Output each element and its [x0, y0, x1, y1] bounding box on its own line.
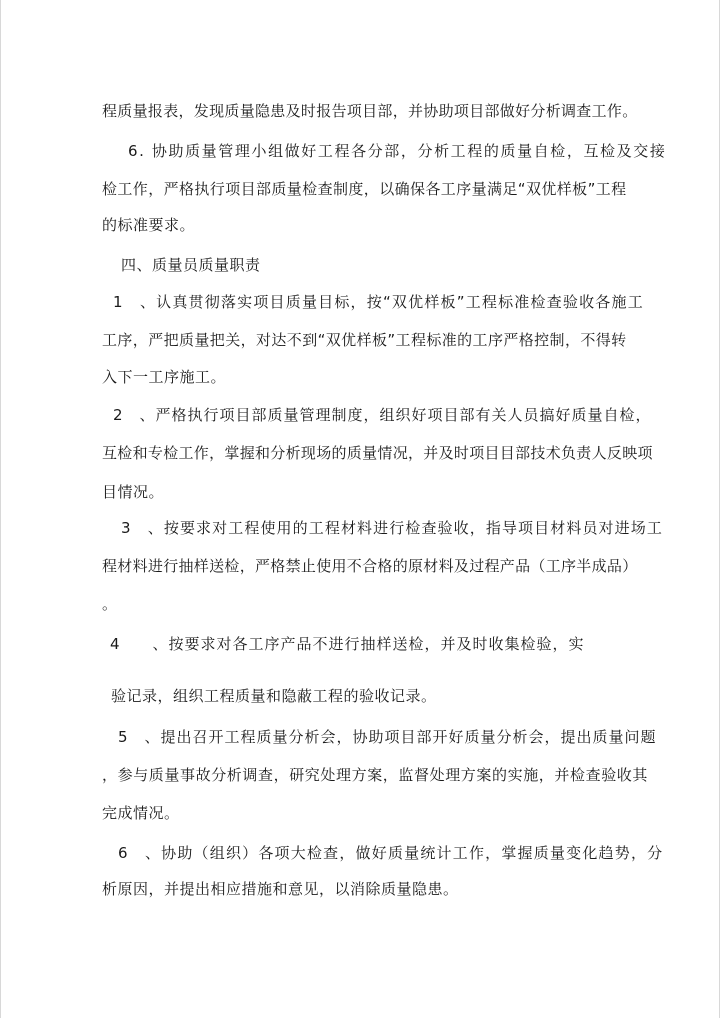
section-heading: 四、质量员质量职责: [121, 256, 261, 274]
page-edge-left: [0, 0, 1, 1018]
text-line-12: 3 、按要求对工程使用的工程材料进行检查验收，指导项目材料员对进场工: [121, 519, 663, 537]
text-line-20: 6 、协助（组织）各项大检查，做好质量统计工作，掌握质量变化趋势，分: [118, 844, 664, 862]
text-line-04: 的标准要求。: [102, 216, 196, 234]
text-line-16: 验记录，组织工程质量和隐蔽工程的验收记录。: [111, 687, 437, 705]
text-line-13: 程材料进行抽样送检，严格禁止使用不合格的原材料及过程产品（工序半成品）: [102, 557, 638, 575]
text-line-02: 6. 协助质量管理小组做好工程各分部，分析工程的质量自检，互检及交接: [128, 142, 667, 160]
text-line-08: 入下一工序施工。: [102, 368, 227, 386]
text-line-19: 完成情况。: [102, 804, 180, 822]
text-line-14: 。: [102, 595, 118, 613]
text-line-11: 目情况。: [102, 483, 165, 501]
text-line-03: 检工作，严格执行项目部质量检查制度，以确保各工序量满足“双优样板”工程: [102, 180, 627, 198]
text-line-21: 析原因，并提出相应措施和意见，以消除质量隐患。: [102, 880, 459, 898]
text-line-01: 程质量报表，发现质量隐患及时报告项目部，并协助项目部做好分析调查工作。: [102, 102, 638, 120]
text-line-10: 互检和专检工作，掌握和分析现场的质量情况，并及时项目目部技术负责人反映项: [102, 444, 653, 462]
text-line-18: ，参与质量事故分析调查，研究处理方案，监督处理方案的实施，并检查验收其: [102, 766, 649, 784]
text-line-09: 2 、严格执行项目部质量管理制度，组织好项目部有关人员搞好质量自检，: [113, 406, 652, 424]
text-line-06: 1 、认真贯彻落实项目质量目标，按“双优样板”工程标准检查验收各施工: [113, 293, 644, 311]
text-line-07: 工序，严把质量把关，对达不到“双优样板”工程标准的工序严格控制，不得转: [102, 331, 627, 349]
text-line-17: 5 、提出召开工程质量分析会，协助项目部开好质量分析会，提出质量问题: [118, 728, 657, 746]
text-line-15: 4 、按要求对各工序产品不进行抽样送检，并及时收集检验，实: [110, 635, 585, 653]
